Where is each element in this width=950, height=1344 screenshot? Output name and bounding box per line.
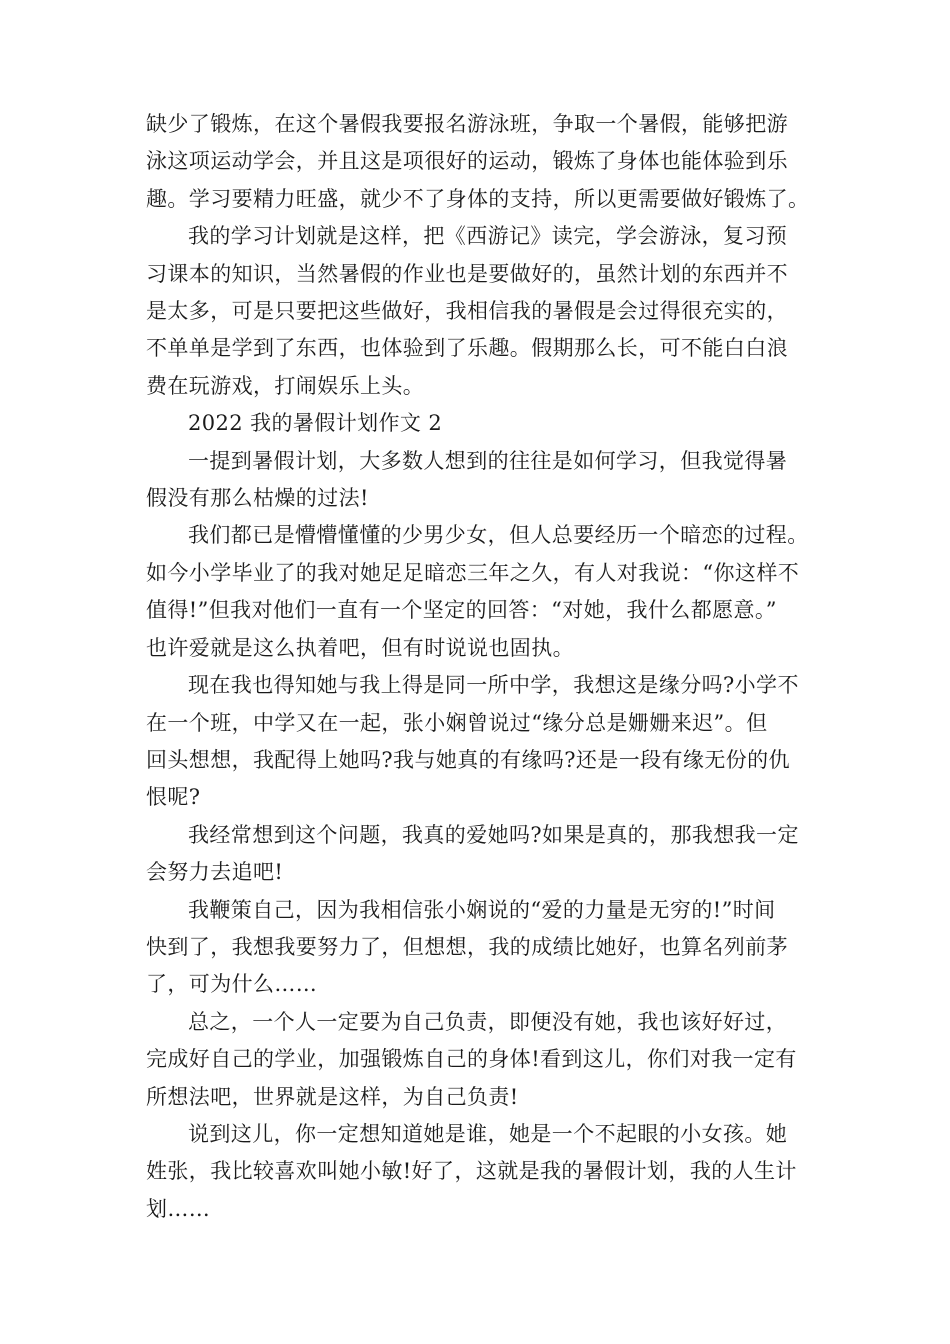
- essay-body: [146, 106, 818, 1228]
- text-line: 如今小学毕业了的我对她足足暗恋三年之久，有人对我说：“你这样不: [146, 560, 800, 585]
- text-line: 趣。学习要精力旺盛，就少不了身体的支持，所以更需要做好锻炼了。: [146, 186, 810, 211]
- paragraph-7: [146, 892, 818, 1004]
- text-line: 说到这儿，你一定想知道她是谁，她是一个不起眼的小女孩。她: [188, 1121, 788, 1146]
- text-line: 泳这项运动学会，并且这是项很好的运动，锻炼了身体也能体验到乐: [146, 149, 788, 174]
- text-line: 恨呢?: [146, 785, 201, 810]
- text-line: 是太多，可是只要把这些做好，我相信我的暑假是会过得很充实的，: [146, 299, 788, 324]
- paragraph-3: [146, 443, 818, 518]
- text-line: 回头想想，我配得上她吗?我与她真的有缘吗?还是一段有缘无份的仇: [146, 747, 790, 772]
- text-line: 划……: [146, 1196, 211, 1221]
- paragraph-9: [146, 1116, 818, 1228]
- essay-heading: [146, 405, 818, 442]
- text-line: 姓张，我比较喜欢叫她小敏!好了，这就是我的暑假计划，我的人生计: [146, 1159, 797, 1184]
- text-line: 我的学习计划就是这样，把《西游记》读完，学会游泳，复习预: [188, 224, 788, 249]
- text-line: 完成好自己的学业，加强锻炼自己的身体!看到这儿，你们对我一定有: [146, 1047, 797, 1072]
- text-line: 值得!”但我对他们一直有一个坚定的回答：“对她，我什么都愿意。”: [146, 598, 777, 623]
- text-line: 在一个班，中学又在一起，张小娴曾说过“缘分总是姗姗来迟”。但: [146, 710, 768, 735]
- text-line: 费在玩游戏，打闹娱乐上头。: [146, 373, 425, 398]
- text-line: 不单单是学到了东西，也体验到了乐趣。假期那么长，可不能白白浪: [146, 336, 788, 361]
- text-line: 习课本的知识，当然暑假的作业也是要做好的，虽然计划的东西并不: [146, 261, 788, 286]
- paragraph-2: [146, 218, 818, 405]
- paragraph-1: [146, 106, 818, 218]
- text-line: 一提到暑假计划，大多数人想到的往往是如何学习，但我觉得暑: [188, 448, 788, 473]
- text-line: 了，可为什么……: [146, 972, 318, 997]
- paragraph-8: [146, 1004, 818, 1116]
- text-line: 我们都已是懵懵懂懂的少男少女，但人总要经历一个暗恋的过程。: [188, 523, 809, 548]
- text-line: 假没有那么枯燥的过法!: [146, 486, 369, 511]
- text-line: 现在我也得知她与我上得是同一所中学，我想这是缘分吗?小学不: [188, 673, 799, 698]
- heading-line: 2022 我的暑假计划作文 2: [188, 411, 443, 436]
- paragraph-5: [146, 667, 818, 817]
- text-line: 会努力去追吧!: [146, 860, 284, 885]
- text-line: 我鞭策自己，因为我相信张小娴说的“爱的力量是无穷的!”时间: [188, 897, 776, 922]
- text-line: 缺少了锻炼，在这个暑假我要报名游泳班，争取一个暑假，能够把游: [146, 112, 788, 136]
- paragraph-6: [146, 817, 818, 892]
- text-line: 快到了，我想我要努力了，但想想，我的成绩比她好，也算名列前茅: [146, 934, 788, 959]
- text-line: 总之，一个人一定要为自己负责，即便没有她，我也该好好过，: [188, 1009, 788, 1034]
- text-line: 也许爱就是这么执着吧，但有时说说也固执。: [146, 635, 574, 660]
- text-line: 我经常想到这个问题，我真的爱她吗?如果是真的，那我想我一定: [188, 822, 799, 847]
- paragraph-4: [146, 517, 818, 667]
- text-line: 所想法吧，世界就是这样，为自己负责!: [146, 1084, 519, 1109]
